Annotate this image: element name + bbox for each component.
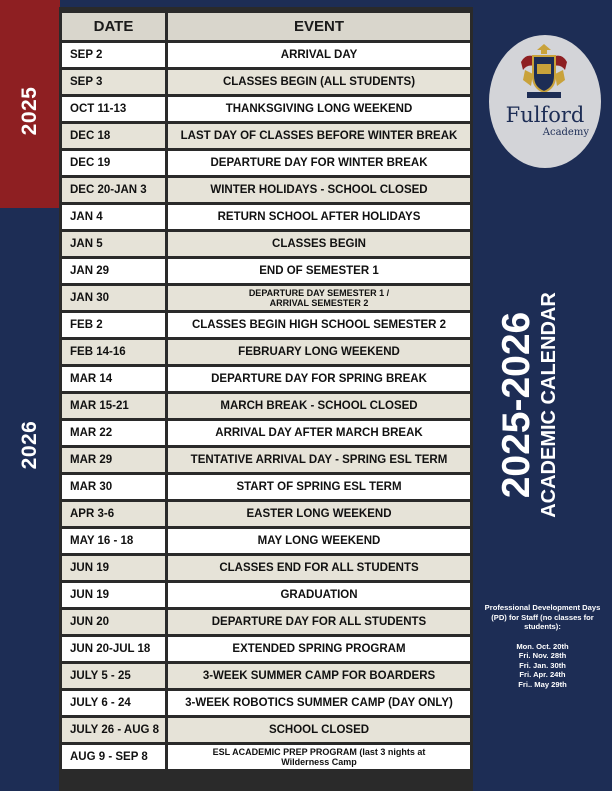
row-date: SEP 3: [62, 70, 168, 94]
row-date: AUG 9 - SEP 8: [62, 745, 168, 769]
table-row: [62, 664, 470, 688]
table-row: [62, 556, 470, 580]
pd-days-note: [480, 603, 605, 689]
row-date: JAN 30: [62, 286, 168, 310]
row-event: ARRIVAL DAY AFTER MARCH BREAK: [168, 421, 470, 445]
row-date: JUN 20: [62, 610, 168, 634]
table-row: [62, 637, 470, 661]
pd-date: Fri. Apr. 24th: [519, 670, 566, 679]
table-row: [62, 502, 470, 526]
row-event: EASTER LONG WEEKEND: [168, 502, 470, 526]
row-event: DEPARTURE DAY FOR SPRING BREAK: [168, 367, 470, 391]
row-event: CLASSES BEGIN: [168, 232, 470, 256]
row-event: END OF SEMESTER 1: [168, 259, 470, 283]
row-event-line-1: ESL ACADEMIC PREP PROGRAM (last 3 nights at: [212, 747, 426, 757]
row-date: FEB 2: [62, 313, 168, 337]
table-row: [62, 367, 470, 391]
table-row: [62, 124, 470, 148]
table-row: [62, 529, 470, 553]
table-row: [62, 745, 470, 769]
row-event: [168, 286, 470, 310]
table-row: [62, 313, 470, 337]
crest-icon: [513, 40, 575, 102]
year-band-2026: [0, 208, 60, 791]
row-date: JUN 20-JUL 18: [62, 637, 168, 661]
pd-date: Fri.. May 29th: [518, 679, 567, 689]
row-event: CLASSES END FOR ALL STUDENTS: [168, 556, 470, 580]
pd-dates-list: [480, 642, 605, 690]
row-event: 3-WEEK SUMMER CAMP FOR BOARDERS: [168, 664, 470, 688]
row-date: JULY 5 - 25: [62, 664, 168, 688]
row-event: EXTENDED SPRING PROGRAM: [168, 637, 470, 661]
row-event: THANKSGIVING LONG WEEKEND: [168, 97, 470, 121]
row-date: OCT 11-13: [62, 97, 168, 121]
row-date: MAR 30: [62, 475, 168, 499]
table-row: [62, 475, 470, 499]
row-event: GRADUATION: [168, 583, 470, 607]
row-event: RETURN SCHOOL AFTER HOLIDAYS: [168, 205, 470, 229]
calendar-title: [496, 292, 560, 518]
event-column-header: EVENT: [168, 13, 470, 40]
table-row: [62, 70, 470, 94]
pd-date: Fri. Nov. 28th: [518, 651, 567, 660]
table-row: [62, 691, 470, 715]
row-event: START OF SPRING ESL TERM: [168, 475, 470, 499]
row-date: JAN 4: [62, 205, 168, 229]
table-row: [62, 448, 470, 472]
table-row: [62, 421, 470, 445]
row-event-line-2: ARRIVAL SEMESTER 2: [269, 298, 369, 308]
row-date: MAR 22: [62, 421, 168, 445]
row-date: JAN 29: [62, 259, 168, 283]
row-date: JUN 19: [62, 583, 168, 607]
row-event: FEBRUARY LONG WEEKEND: [168, 340, 470, 364]
calendar-table: [62, 10, 470, 772]
row-date: MAR 15-21: [62, 394, 168, 418]
row-event-line-1: DEPARTURE DAY SEMESTER 1 /: [248, 288, 390, 298]
table-row: [62, 610, 470, 634]
row-event: [168, 745, 470, 769]
table-row: [62, 97, 470, 121]
row-date: FEB 14-16: [62, 340, 168, 364]
row-date: JAN 5: [62, 232, 168, 256]
year-label-2026: 2026: [18, 420, 41, 470]
logo-subname: Academy: [542, 127, 589, 138]
calendar-title-subtitle: ACADEMIC CALENDAR: [538, 292, 560, 518]
row-event: WINTER HOLIDAYS - SCHOOL CLOSED: [168, 178, 470, 202]
row-event: MAY LONG WEEKEND: [168, 529, 470, 553]
row-event: ARRIVAL DAY: [168, 43, 470, 67]
row-date: MAR 29: [62, 448, 168, 472]
row-event: TENTATIVE ARRIVAL DAY - SPRING ESL TERM: [168, 448, 470, 472]
table-row: [62, 718, 470, 742]
table-row: [62, 232, 470, 256]
table-row: [62, 205, 470, 229]
row-date: MAY 16 - 18: [62, 529, 168, 553]
row-event: 3-WEEK ROBOTICS SUMMER CAMP (DAY ONLY): [168, 691, 470, 715]
year-label-2025: 2025: [18, 86, 41, 136]
calendar-rows: [62, 43, 470, 769]
date-column-header: DATE: [62, 13, 168, 40]
row-date: MAR 14: [62, 367, 168, 391]
row-event: SCHOOL CLOSED: [168, 718, 470, 742]
calendar-title-year: 2025-2026: [495, 311, 538, 499]
pd-heading: Professional Development Days (PD) for Staff (no classes for students):: [484, 603, 601, 631]
table-row: [62, 151, 470, 175]
row-date: SEP 2: [62, 43, 168, 67]
table-row: [62, 394, 470, 418]
row-event: LAST DAY OF CLASSES BEFORE WINTER BREAK: [168, 124, 470, 148]
calendar-table-frame: [59, 7, 473, 791]
row-date: APR 3-6: [62, 502, 168, 526]
table-row: [62, 178, 470, 202]
row-date: DEC 19: [62, 151, 168, 175]
row-date: JULY 26 - AUG 8: [62, 718, 168, 742]
table-row: [62, 286, 470, 310]
row-date: DEC 20-JAN 3: [62, 178, 168, 202]
table-row: [62, 43, 470, 67]
table-row: [62, 259, 470, 283]
row-event: DEPARTURE DAY FOR WINTER BREAK: [168, 151, 470, 175]
pd-date: Mon. Oct. 20th: [516, 641, 569, 651]
table-header-row: [62, 13, 470, 40]
table-row: [62, 583, 470, 607]
row-date: JUN 19: [62, 556, 168, 580]
row-event: CLASSES BEGIN HIGH SCHOOL SEMESTER 2: [168, 313, 470, 337]
row-event-line-2: Wilderness Camp: [281, 757, 357, 767]
row-event: DEPARTURE DAY FOR ALL STUDENTS: [168, 610, 470, 634]
row-date: JULY 6 - 24: [62, 691, 168, 715]
row-date: DEC 18: [62, 124, 168, 148]
logo-name: Fulford: [505, 103, 585, 127]
row-event: CLASSES BEGIN (ALL STUDENTS): [168, 70, 470, 94]
table-row: [62, 340, 470, 364]
pd-date: Fri. Jan. 30th: [519, 660, 566, 670]
row-event: MARCH BREAK - SCHOOL CLOSED: [168, 394, 470, 418]
